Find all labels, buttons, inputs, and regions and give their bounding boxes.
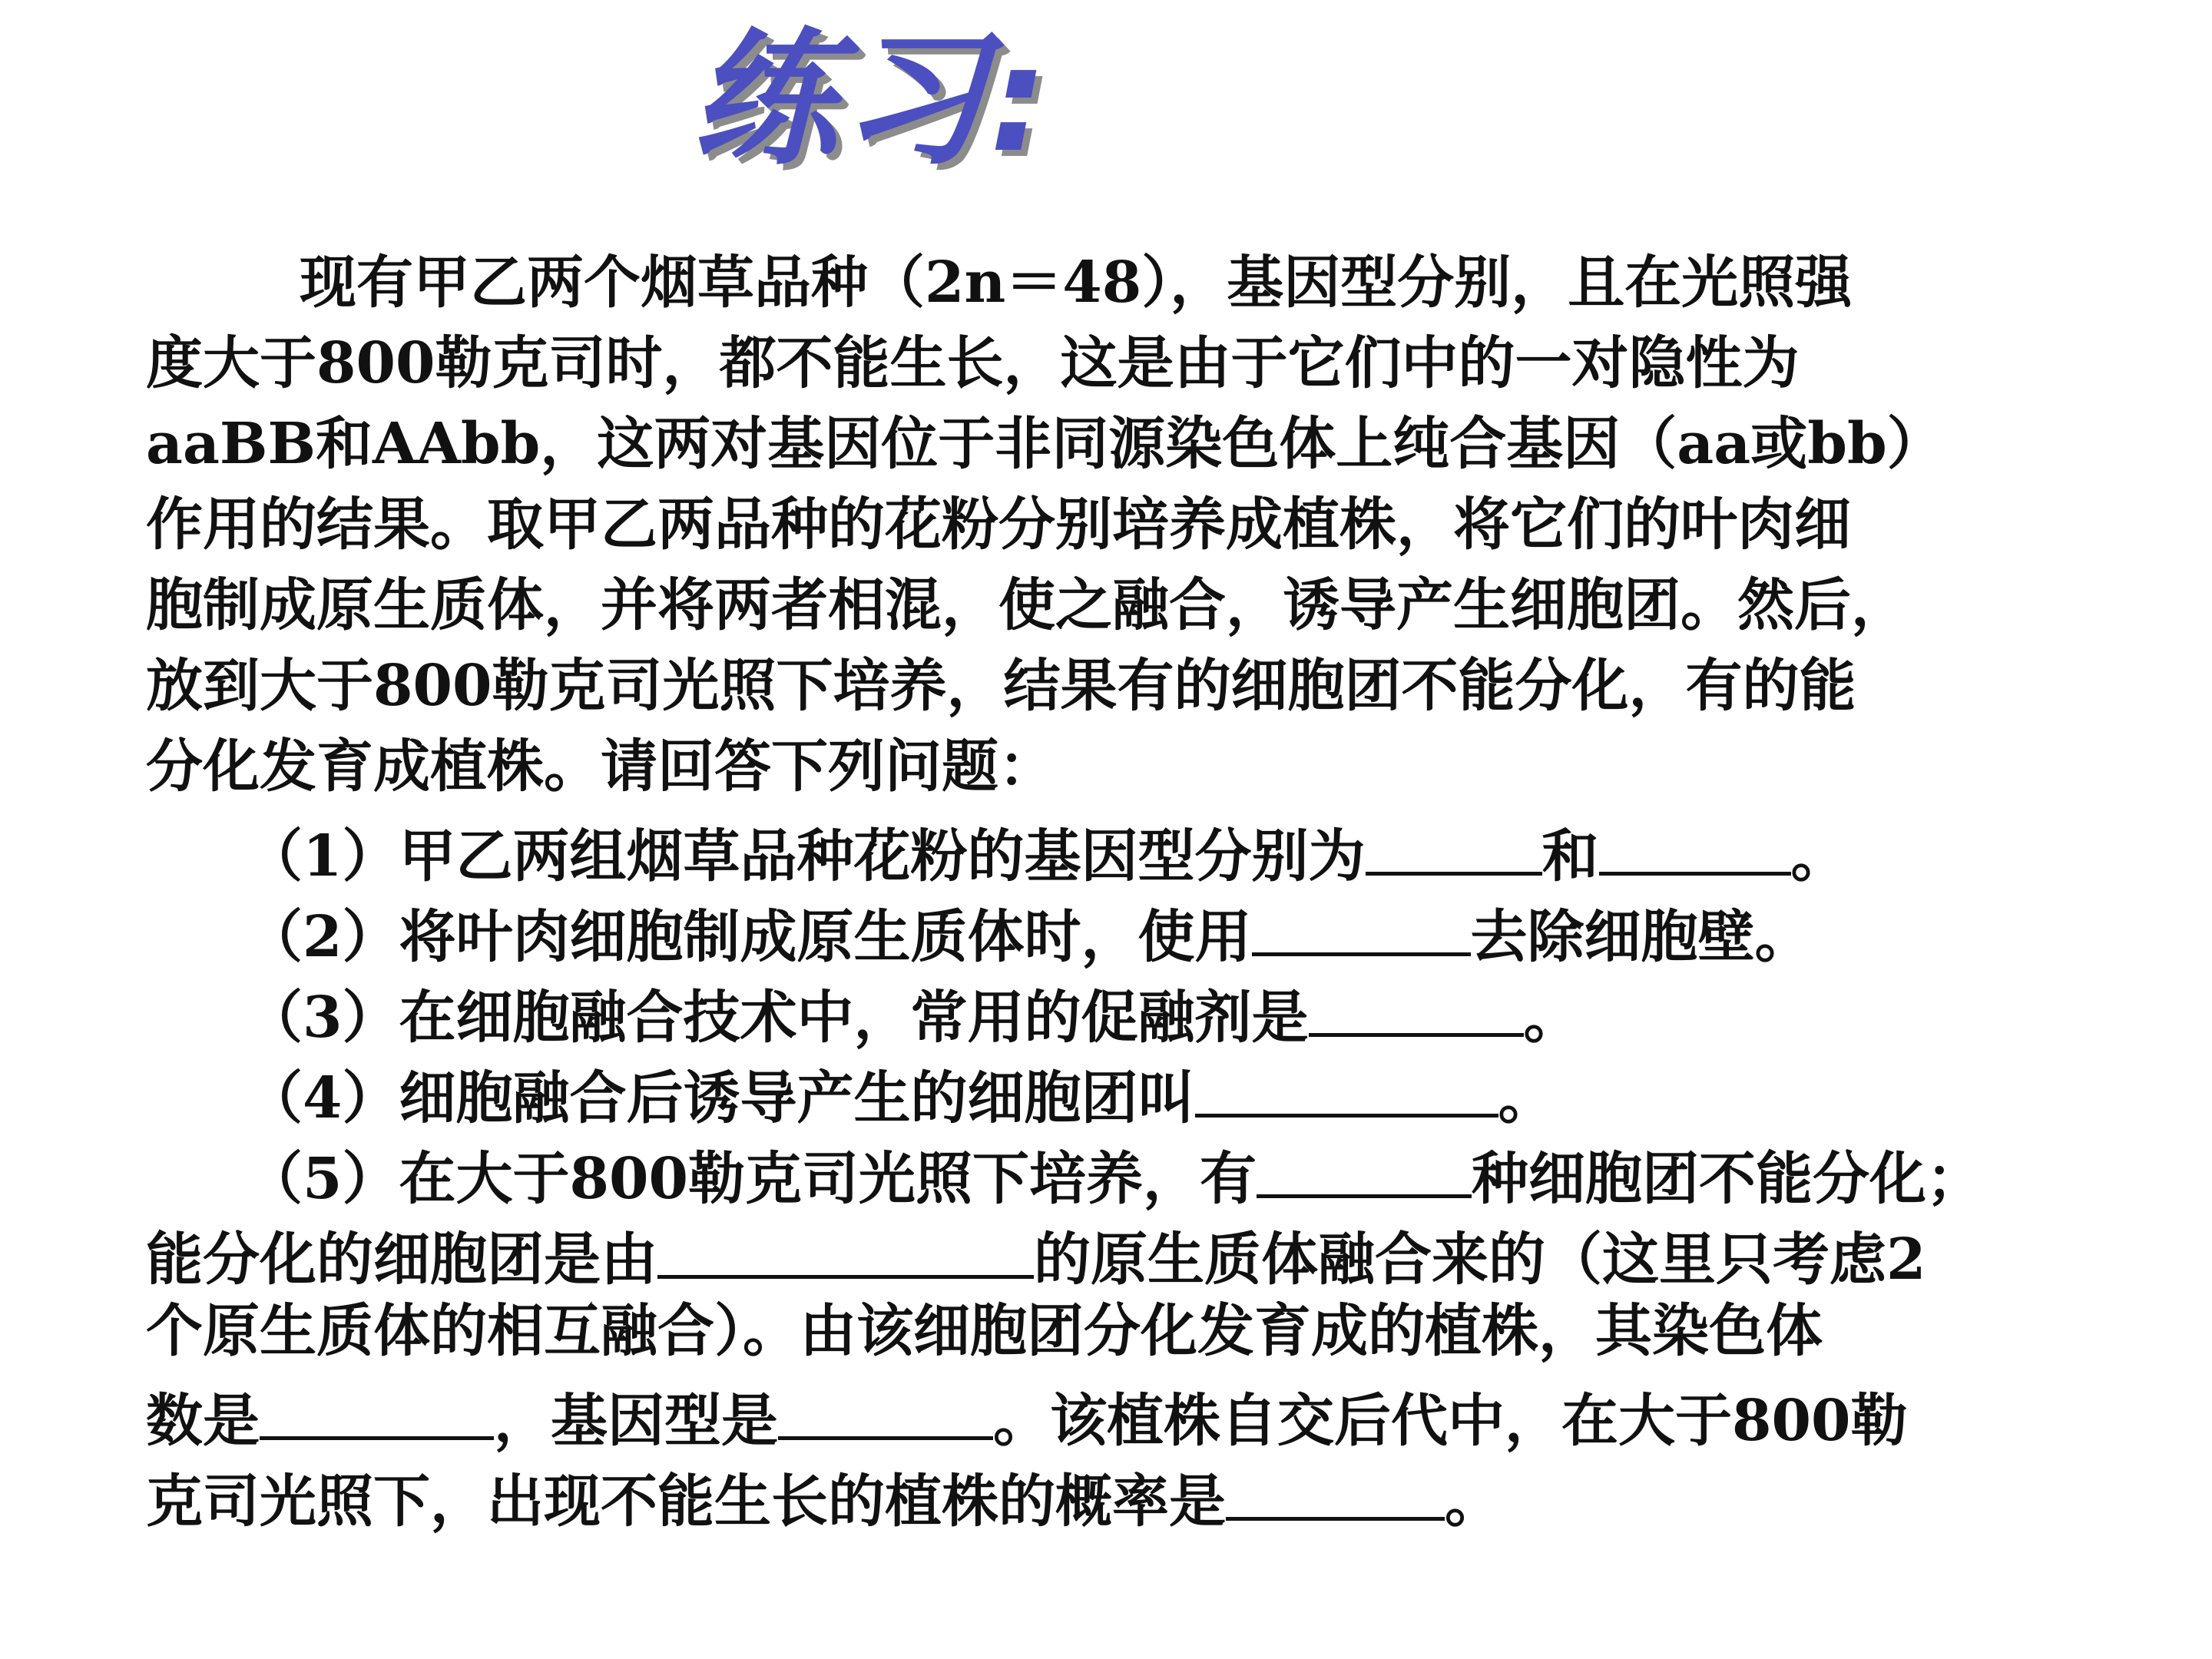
question-text: （2）将叶肉细胞制成原生质体时，使用 — [246, 904, 1252, 970]
question-text: 能分化的细胞团是由 — [146, 1227, 657, 1293]
question-text: 去除细胞壁。 — [1470, 904, 1812, 970]
paragraph-line: 作用的结果。取甲乙两品种的花粉分别培养成植株，将它们的叶肉细 — [146, 492, 1851, 558]
answer-blank[interactable] — [1366, 807, 1542, 876]
question-text: 克司光照下，出现不能生长的植株的概率是 — [146, 1469, 1226, 1535]
paragraph-line: 分化发育成植株。请回答下列问题： — [146, 733, 1055, 800]
paragraph-line: 放到大于800勒克司光照下培养，结果有的细胞团不能分化，有的能 — [146, 653, 1856, 719]
question-text: （3）在细胞融合技术中，常用的促融剂是 — [246, 985, 1309, 1051]
paragraph-line: 度大于800勒克司时，都不能生长，这是由于它们中的一对隐性为 — [146, 330, 1800, 396]
question-text: 。 — [1790, 823, 1848, 889]
paragraph-line: 胞制成原生质体，并将两者相混，使之融合，诱导产生细胞团。然后， — [146, 572, 1908, 638]
question-text: ，基因型是 — [494, 1388, 778, 1454]
answer-blank[interactable] — [1309, 969, 1524, 1037]
question-text: （1）甲乙两组烟草品种花粉的基因型分别为 — [246, 823, 1366, 889]
question-5-line — [146, 1452, 2181, 1533]
question-4 — [146, 1049, 2181, 1130]
paragraph-line: aaBB和AAbb，这两对基因位于非同源染色体上纯合基因（aa或bb） — [146, 411, 1944, 477]
answer-blank[interactable] — [1195, 1049, 1498, 1118]
question-text: 。 — [1445, 1469, 1502, 1535]
question-text: 和 — [1541, 823, 1599, 889]
exercise-body — [146, 243, 2181, 1533]
paragraph-line: 现有甲乙两个烟草品种（2n＝48），基因型分别，且在光照强 — [300, 250, 1853, 316]
question-1 — [146, 807, 2181, 888]
answer-blank[interactable] — [1257, 1130, 1472, 1198]
answer-blank[interactable] — [260, 1372, 494, 1440]
question-3 — [146, 969, 2181, 1049]
question-text: 。 — [1523, 985, 1581, 1051]
question-text: 。该植株自交后代中，在大于800勒 — [993, 1388, 1908, 1454]
question-5-line — [146, 1372, 2181, 1452]
slide-title: 练习: — [691, 15, 1051, 184]
answer-blank[interactable] — [778, 1372, 993, 1440]
question-5-line: 个原生质体的相互融合）。由该细胞团分化发育成的植株，其染色体 — [146, 1298, 1823, 1364]
question-text: 。 — [1498, 1065, 1555, 1131]
answer-blank[interactable] — [1226, 1452, 1445, 1521]
question-5 — [146, 1130, 2181, 1210]
question-text: 种细胞团不能分化； — [1471, 1146, 1983, 1212]
question-text: 数是 — [146, 1388, 260, 1454]
answer-blank[interactable] — [1599, 807, 1791, 876]
question-5-line — [146, 1210, 2181, 1291]
answer-blank[interactable] — [657, 1210, 1034, 1279]
question-2 — [146, 888, 2181, 969]
question-text: （4）细胞融合后诱导产生的细胞团叫 — [246, 1065, 1195, 1131]
answer-blank[interactable] — [1252, 888, 1471, 956]
question-text: 的原生质体融合来的（这里只考虑2 — [1034, 1227, 1926, 1293]
question-text: （5）在大于800勒克司光照下培养，有 — [246, 1146, 1257, 1212]
